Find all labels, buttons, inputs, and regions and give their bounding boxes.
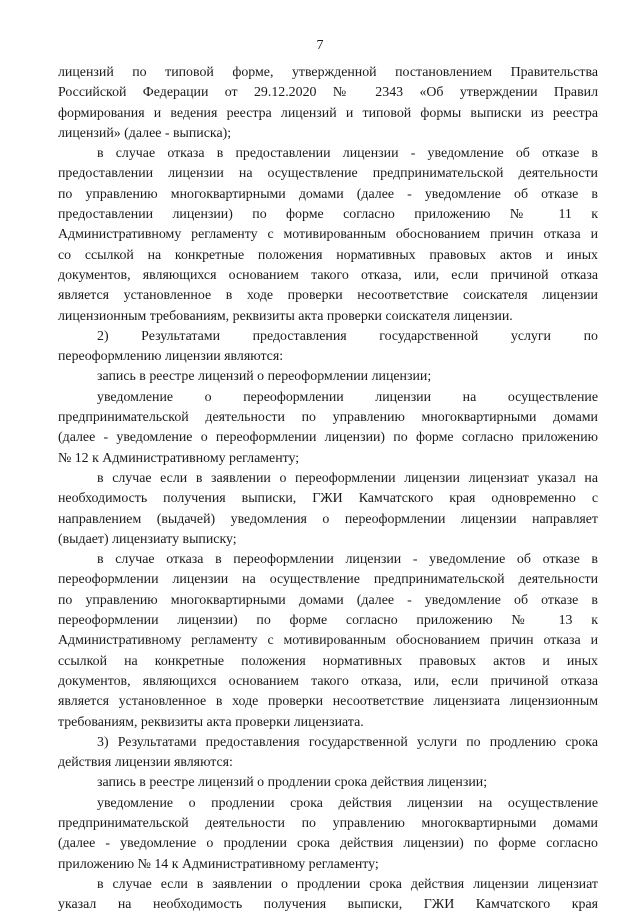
text-line: ссылкой на конкретные положения нормативных правовых актов и иных xyxy=(58,653,598,669)
text-line: приложению № 14 к Административному регламенту; xyxy=(58,856,379,872)
text-line: Административному регламенту с мотивированным обоснованием причин отказа и xyxy=(58,227,598,243)
text-line: предоставлении лицензии) по форме согласно приложению № 11 к xyxy=(58,207,598,223)
text-line: предпринимательской деятельности по управлению многоквартирными домами xyxy=(58,410,598,426)
text-line: предпринимательской деятельности по управлению многоквартирными домами xyxy=(58,815,598,831)
text-line: (далее - уведомление о переоформлении лицензии) по форме согласно приложению xyxy=(58,430,598,446)
text-line: предоставлении лицензии на осуществление предпринимательской деятельности xyxy=(58,166,598,182)
text-line: по управлению многоквартирными домами (далее - уведомление об отказе в xyxy=(58,592,598,608)
text-line: уведомление о продлении срока действия лицензии на осуществление xyxy=(97,795,598,811)
text-line: 3) Результатами предоставления государственной услуги по продлению срока xyxy=(97,734,598,750)
text-line: документов, являющихся основанием такого отказа, или, если причиной отказа xyxy=(58,673,598,689)
text-line: необходимость получения выписки, ГЖИ Камчатского края одновременно с xyxy=(58,491,598,507)
text-line: требованиям, реквизиты акта проверки лицензиата. xyxy=(58,714,364,730)
text-line: переоформлению лицензии являются: xyxy=(58,349,284,365)
text-line: является установленное в ходе проверки несоответствие соискателя лицензии xyxy=(58,288,598,304)
text-line: лицензий» (далее - выписка); xyxy=(58,125,232,141)
text-line: Административному регламенту с мотивированным обоснованием причин отказа и xyxy=(58,633,598,649)
text-line: переоформлении лицензии) по форме согласно приложению № 13 к xyxy=(58,613,598,629)
text-line: № 12 к Административному регламенту; xyxy=(58,450,300,466)
document-body xyxy=(58,63,598,915)
page-number: 7 xyxy=(316,38,324,53)
text-line: лицензий по типовой форме, утвержденной постановлением Правительства xyxy=(58,65,598,80)
text-line: является установленное в ходе проверки несоответствие лицензиата лицензионным xyxy=(58,694,598,710)
text-line: в случае отказа в предоставлении лицензии - уведомление об отказе в xyxy=(97,146,598,162)
text-line: со ссылкой на конкретные положения нормативных правовых актов и иных xyxy=(58,247,598,263)
text-line: запись в реестре лицензий о переоформлении лицензии; xyxy=(97,369,432,385)
text-line: лицензионным требованиям, реквизиты акта проверки соискателя лицензии. xyxy=(58,308,513,324)
text-line: в случае если в заявлении о продлении срока действия лицензии лицензиат xyxy=(97,876,598,892)
text-line: действия лицензии являются: xyxy=(58,755,233,771)
text-line: (далее - уведомление о продлении срока действия лицензии) по форме согласно xyxy=(58,836,598,852)
text-line: запись в реестре лицензий о продлении срока действия лицензии; xyxy=(97,775,488,791)
text-line: в случае если в заявлении о переоформлении лицензии лицензиат указал на xyxy=(97,470,598,486)
text-line: формирования и ведения реестра лицензий и типовой формы выписки из реестра xyxy=(58,105,598,121)
text-line: направлением (выдачей) уведомления о переоформлении лицензии направляет xyxy=(58,511,598,527)
text-line: документов, являющихся основанием такого отказа, или, если причиной отказа xyxy=(58,267,598,283)
text-line: по управлению многоквартирными домами (далее - уведомление об отказе в xyxy=(58,186,598,202)
text-line: в случае отказа в переоформлении лицензии - уведомление об отказе в xyxy=(97,552,598,568)
text-line: указал на необходимость получения выписки, ГЖИ Камчатского края xyxy=(58,897,598,913)
text-line: переоформлении лицензии на осуществление предпринимательской деятельности xyxy=(58,572,598,588)
text-line: уведомление о переоформлении лицензии на осуществление xyxy=(97,389,598,405)
text-line: Российской Федерации от 29.12.2020 № 2343 «Об утверждении Правил xyxy=(58,85,598,101)
text-line: 2) Результатами предоставления государственной услуги по xyxy=(97,328,598,344)
text-line: (выдает) лицензиату выписку; xyxy=(58,531,237,547)
